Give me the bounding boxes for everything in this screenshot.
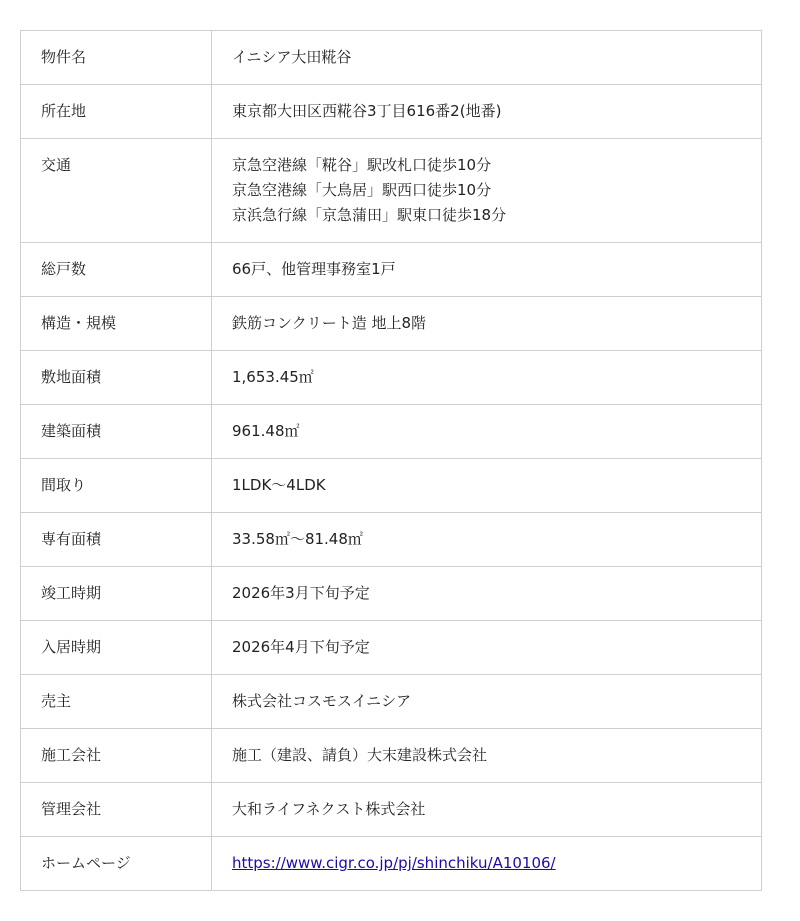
row-value: 1LDK〜4LDK — [212, 459, 762, 513]
row-label: 入居時期 — [21, 621, 212, 675]
row-value: 株式会社コスモスイニシア — [212, 675, 762, 729]
row-value: 1,653.45㎡ — [212, 351, 762, 405]
row-label: 間取り — [21, 459, 212, 513]
row-label: 建築面積 — [21, 405, 212, 459]
row-label: 構造・規模 — [21, 297, 212, 351]
row-label: 売主 — [21, 675, 212, 729]
table-row-structure — [21, 297, 762, 351]
table-row-access — [21, 139, 762, 243]
row-value: 2026年4月下旬予定 — [212, 621, 762, 675]
row-value — [212, 837, 762, 891]
row-value-multiline — [212, 139, 762, 243]
row-value: 鉄筋コンクリート造 地上8階 — [212, 297, 762, 351]
table-row-total-units — [21, 243, 762, 297]
table-row-building-area — [21, 405, 762, 459]
row-value: 2026年3月下旬予定 — [212, 567, 762, 621]
homepage-link[interactable]: https://www.cigr.co.jp/pj/shinchiku/A10106/ — [232, 854, 556, 872]
row-label: 交通 — [21, 139, 212, 243]
row-value: 33.58㎡〜81.48㎡ — [212, 513, 762, 567]
row-value: 施工（建設、請負）大末建設株式会社 — [212, 729, 762, 783]
property-spec-table — [20, 30, 762, 891]
row-value: 66戸、他管理事務室1戸 — [212, 243, 762, 297]
table-row-site-area — [21, 351, 762, 405]
row-label: 竣工時期 — [21, 567, 212, 621]
row-label: 敷地面積 — [21, 351, 212, 405]
row-label: 総戸数 — [21, 243, 212, 297]
access-line: 京浜急行線「京急蒲田」駅東口徒歩18分 — [232, 206, 507, 224]
table-row-exclusive-area — [21, 513, 762, 567]
property-spec-container — [20, 30, 762, 891]
table-row-location — [21, 85, 762, 139]
access-line: 京急空港線「糀谷」駅改札口徒歩10分 — [232, 156, 492, 174]
table-row-move-in — [21, 621, 762, 675]
table-row-constructor — [21, 729, 762, 783]
table-row-floor-plans — [21, 459, 762, 513]
table-row-name — [21, 31, 762, 85]
row-value: イニシア大田糀谷 — [212, 31, 762, 85]
row-label: 所在地 — [21, 85, 212, 139]
access-line: 京急空港線「大鳥居」駅西口徒歩10分 — [232, 181, 492, 199]
table-row-seller — [21, 675, 762, 729]
row-label: 物件名 — [21, 31, 212, 85]
row-label: 施工会社 — [21, 729, 212, 783]
table-row-completion — [21, 567, 762, 621]
row-value: 東京都大田区西糀谷3丁目616番2(地番) — [212, 85, 762, 139]
row-label: ホームページ — [21, 837, 212, 891]
table-row-homepage — [21, 837, 762, 891]
row-value: 大和ライフネクスト株式会社 — [212, 783, 762, 837]
table-row-management — [21, 783, 762, 837]
row-label: 管理会社 — [21, 783, 212, 837]
row-label: 専有面積 — [21, 513, 212, 567]
row-value: 961.48㎡ — [212, 405, 762, 459]
